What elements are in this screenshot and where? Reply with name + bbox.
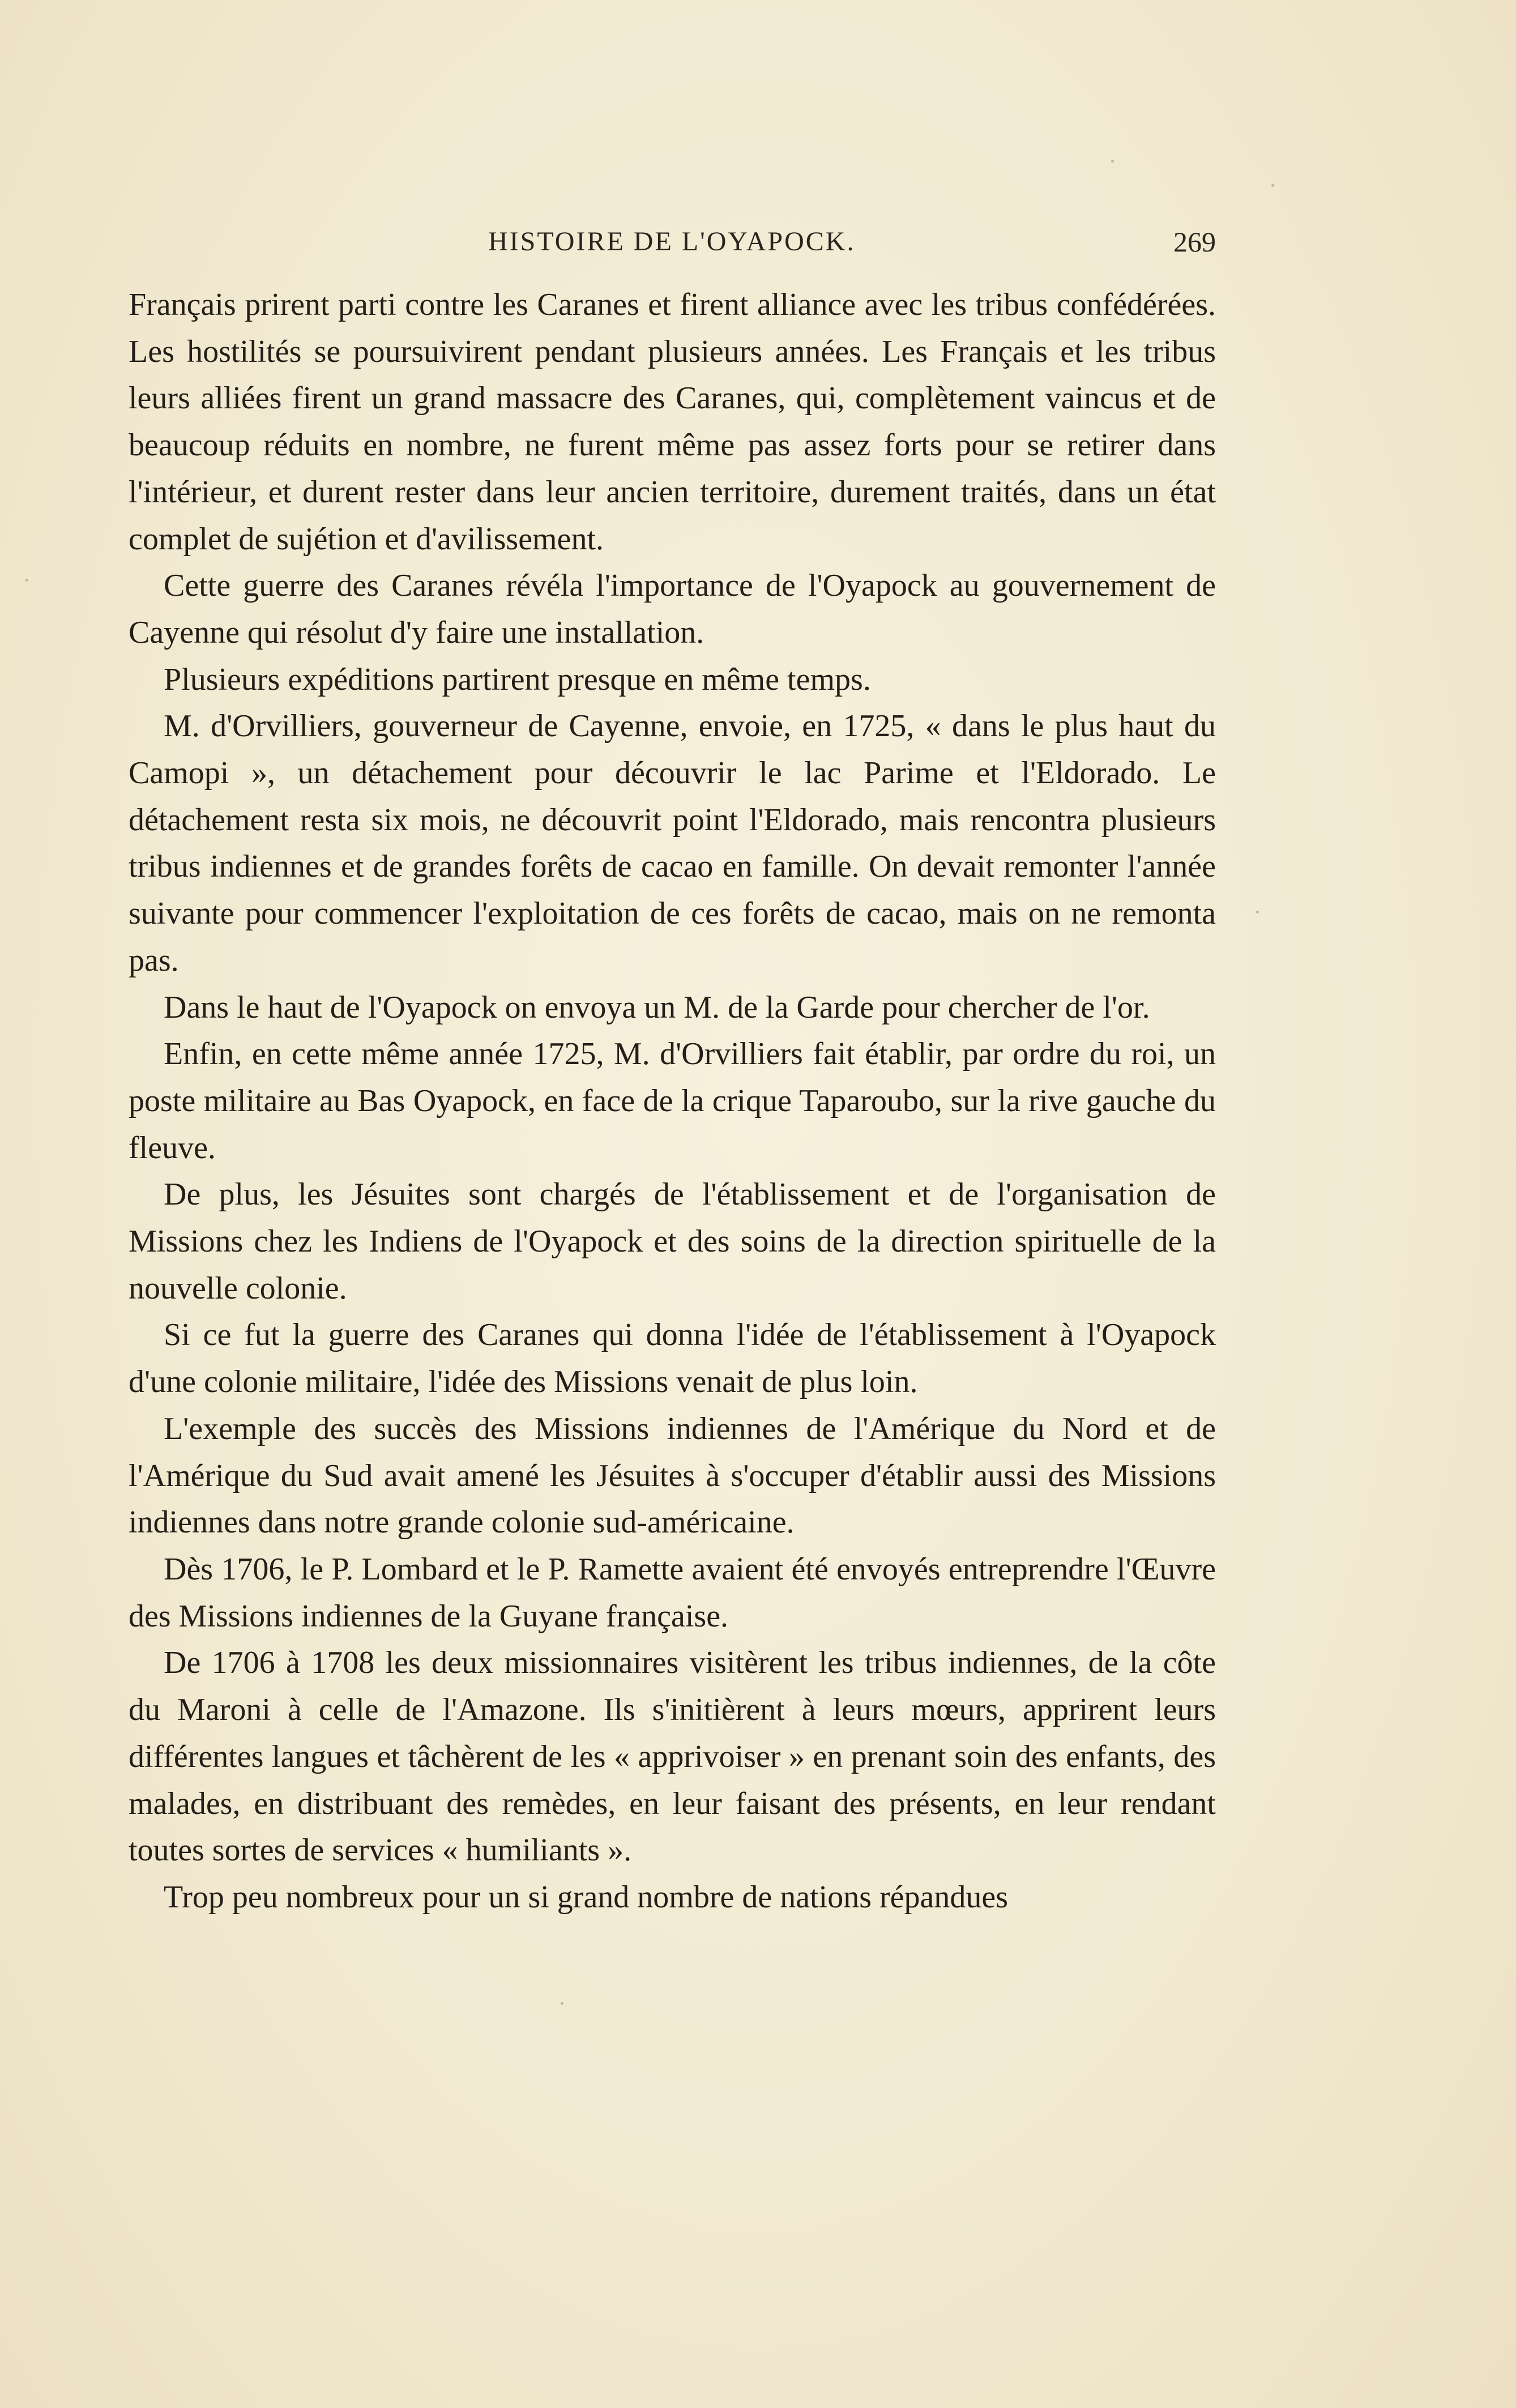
paragraph: L'exemple des succès des Missions indiennes de l'Amérique du Nord et de l'Amérique du Sud avait amené les Jésuites à s'occuper d'établir aussi des Missions indiennes dans notre grande colonie sud-américaine. bbox=[129, 1411, 1216, 1540]
paper-speck bbox=[25, 579, 28, 582]
paragraph: De plus, les Jésuites sont chargés de l'établissement et de l'organisation de Missions chez les Indiens de l'Oyapock et des soins de la direction spirituelle de la nouvelle colonie. bbox=[129, 1177, 1216, 1306]
page-number: 269 bbox=[1173, 226, 1216, 258]
paragraph: Dès 1706, le P. Lombard et le P. Ramette avaient été envoyés entreprendre l'Œuvre des Missions indiennes de la Guyane française. bbox=[129, 1551, 1216, 1634]
paper-speck bbox=[1271, 184, 1274, 187]
paper-speck bbox=[561, 2002, 563, 2005]
body-text bbox=[129, 281, 1216, 1921]
page-header bbox=[129, 222, 1216, 262]
paragraph: Enfin, en cette même année 1725, M. d'Orvilliers fait établir, par ordre du roi, un poste militaire au Bas Oyapock, en face de la crique Taparoubo, sur la rive gauche du fleuve. bbox=[129, 1036, 1216, 1165]
paragraph: Trop peu nombreux pour un si grand nombre de nations répandues bbox=[164, 1879, 1008, 1915]
paragraph: Plusieurs expéditions partirent presque en même temps. bbox=[164, 661, 871, 697]
paragraph: Si ce fut la guerre des Caranes qui donna l'idée de l'établissement à l'Oyapock d'une colonie militaire, l'idée des Missions venait de plus loin. bbox=[129, 1317, 1216, 1400]
paragraph: M. d'Orvilliers, gouverneur de Cayenne, envoie, en 1725, « dans le plus haut du Camopi », un détachement pour découvrir le lac Parime et l'Eldorado. Le détachement resta six mois, ne découvrit point l'Eldorado, mais rencontra plusieurs tribus indiennes et de grandes forêts de cacao en famille. On devait remonter l'année suivante pour commencer l'exploitation de ces forêts de cacao, mais on ne remonta pas. bbox=[129, 708, 1216, 978]
paragraph: Cette guerre des Caranes révéla l'importance de l'Oyapock au gouvernement de Cayenne qui résolut d'y faire une installation. bbox=[129, 568, 1216, 650]
paragraph: Dans le haut de l'Oyapock on envoya un M. de la Garde pour chercher de l'or. bbox=[164, 989, 1150, 1025]
paragraph: De 1706 à 1708 les deux missionnaires visitèrent les tribus indiennes, de la côte du Maroni à celle de l'Amazone. Ils s'initièrent à leurs mœurs, apprirent leurs différentes langues et tâchèrent de les « apprivoiser » en prenant soin des enfants, des malades, en distribuant des remèdes, en leur faisant des présents, en leur rendant toutes sortes de services « humiliants ». bbox=[129, 1645, 1216, 1868]
paragraph: Français prirent parti contre les Caranes et firent alliance avec les tribus confédérées. Les hostilités se poursuivirent pendant plusieurs années. Les Français et les tribus leurs alliées firent un grand massacre des Caranes, qui, complètement vaincus et de beaucoup réduits en nombre, ne furent même pas assez forts pour se retirer dans l'intérieur, et durent rester dans leur ancien territoire, durement traités, dans un état complet de sujétion et d'avilissement. bbox=[129, 287, 1216, 557]
running-title: HISTOIRE DE L'OYAPOCK. bbox=[488, 227, 856, 257]
paper-speck bbox=[1111, 160, 1114, 163]
paper-speck bbox=[1256, 911, 1259, 913]
